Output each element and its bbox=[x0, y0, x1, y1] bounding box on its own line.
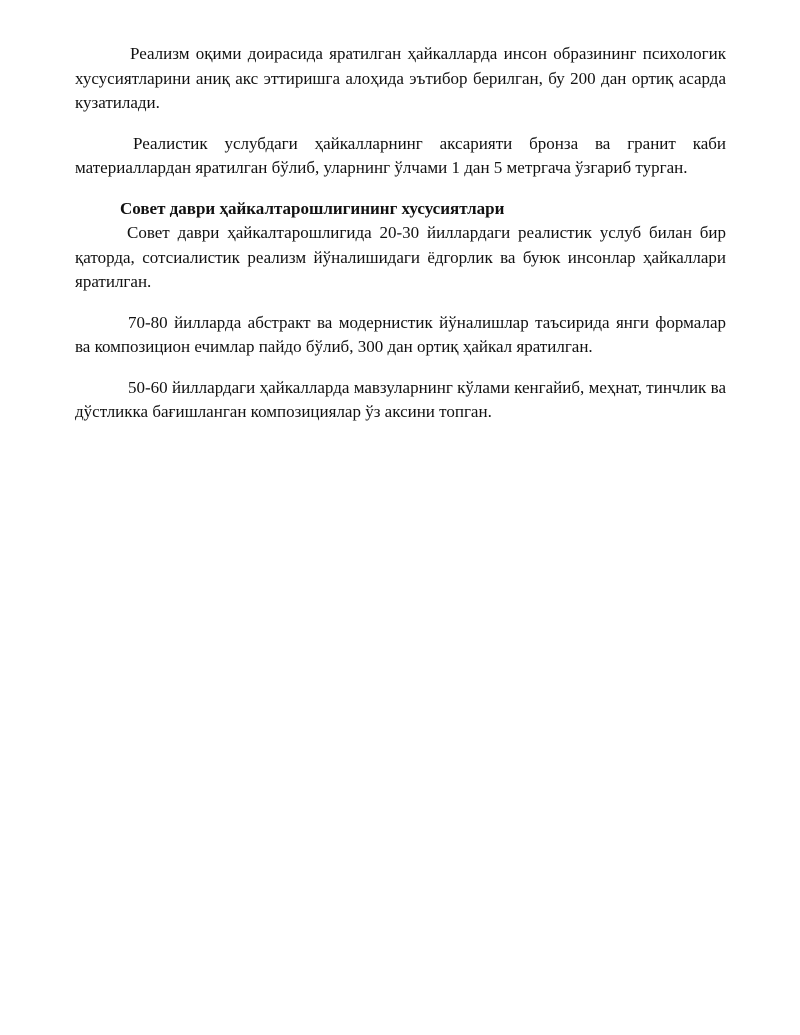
paragraph-70-80-years: 70-80 йилларда абстракт ва модернистик йўналишлар таъсирида янги формалар ва композицион ечимлар пайдо бўлиб, 300 дан ортиқ ҳайкал яратилган. bbox=[75, 312, 726, 356]
paragraph-50-60-years: 50-60 йиллардаги ҳайкалларда мавзуларнинг кўлами кенгайиб, меҳнат, тинчлик ва дўстликка бағишланган композициялар ўз аксини топган. bbox=[75, 377, 726, 421]
document-page bbox=[75, 42, 726, 441]
paragraph-realism-psychology: Реализм оқими доирасида яратилган ҳайкалларда инсон образининг психологик хусусиятларини аниқ акс эттиришга алоҳида эътибор берилган, бу 200 дан ортиқ асарда кузатилади. bbox=[75, 44, 726, 112]
paragraph-soviet-sculpture: Совет даври ҳайкалтарошлигида 20-30 йиллардаги реалистик услуб билан бир қаторда, сотсиалистик реализм йўналишидаги ёдгорлик ва буюк инсонлар ҳайкаллари яратилган. bbox=[75, 223, 726, 291]
section-heading: Совет даври ҳайкалтарошлигининг хусусиятлари bbox=[120, 198, 505, 218]
paragraph-realistic-materials: Реалистик услубдаги ҳайкалларнинг аксарияти бронза ва гранит каби материаллардан яратилган бўлиб, уларнинг ўлчами 1 дан 5 метргача ўзгариб турган. bbox=[75, 133, 726, 177]
